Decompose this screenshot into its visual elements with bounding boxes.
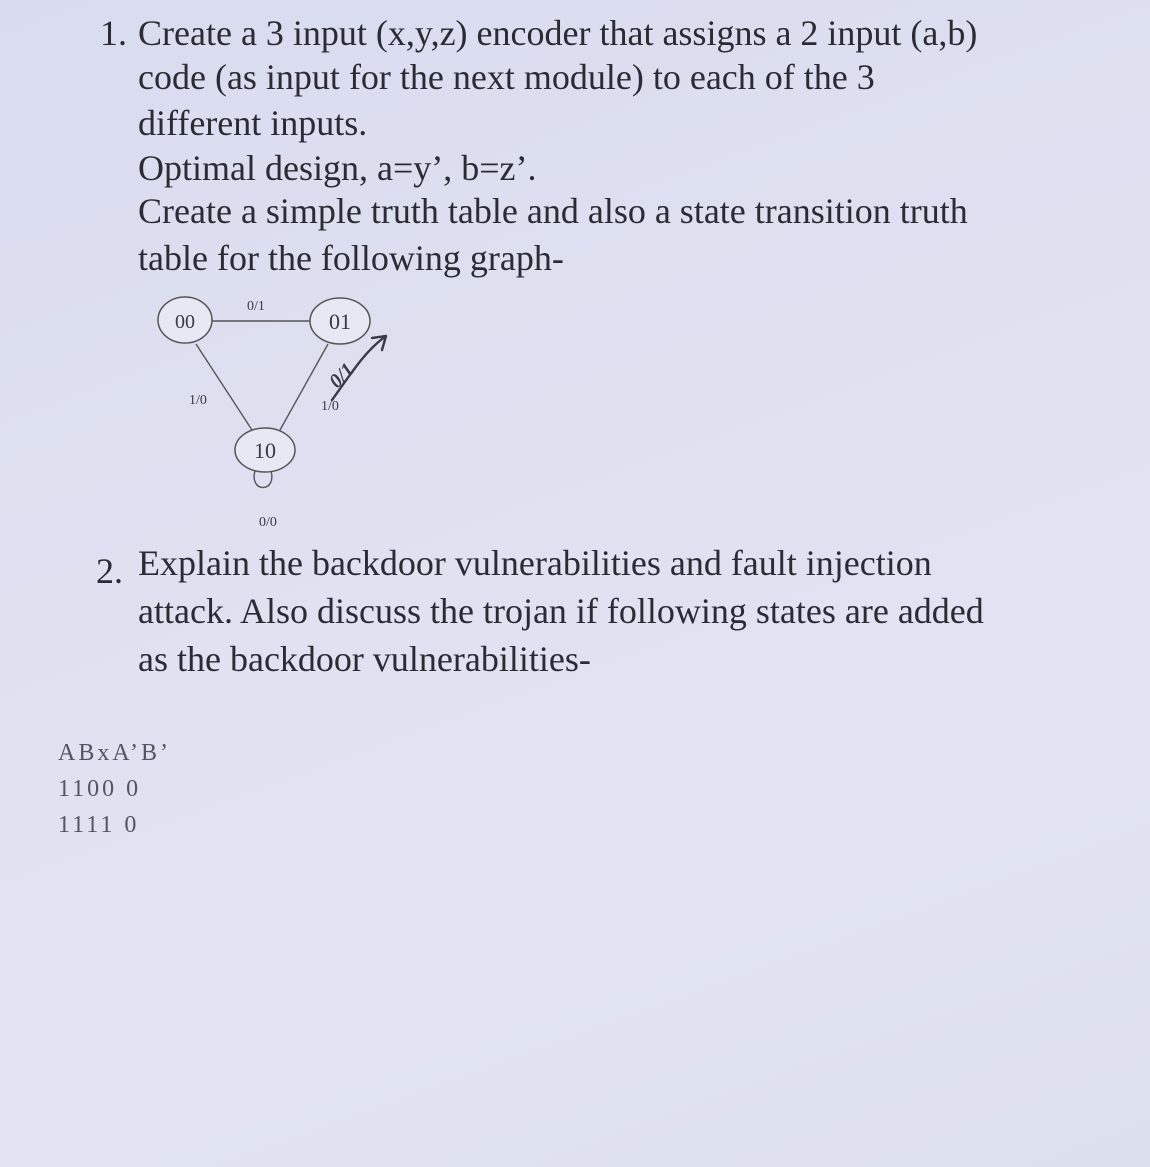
question-1-number: 1. <box>100 13 127 53</box>
state-label-10: 10 <box>254 438 276 463</box>
handwritten-label-01-self: 0/1 <box>324 358 359 393</box>
question-1-line-5: Create a simple truth table and also a state transition truth <box>138 191 968 231</box>
question-2-line-2: attack. Also discuss the trojan if following states are added <box>138 591 984 631</box>
backdoor-table-row: 1100 0 <box>58 776 142 802</box>
edge-label-10-self: 0/0 <box>259 515 277 530</box>
edge-label-01-10: 1/0 <box>321 399 339 414</box>
question-1-line-6: table for the following graph- <box>138 238 564 278</box>
question-1-line-3: different inputs. <box>138 103 368 143</box>
backdoor-table-row: 1111 0 <box>58 812 140 838</box>
question-2-number: 2. <box>96 551 123 591</box>
backdoor-state-table <box>58 735 171 843</box>
backdoor-table-header: ABxA’B’ <box>58 740 172 766</box>
question-1-line-4: Optimal design, a=y’, b=z’. <box>138 148 537 188</box>
state-transition-diagram <box>140 280 420 540</box>
state-label-01: 01 <box>329 309 351 334</box>
question-1-line-2: code (as input for the next module) to each of the 3 <box>138 57 875 97</box>
question-2-line-1: Explain the backdoor vulnerabilities and fault injection <box>138 543 932 583</box>
edge-label-00-10: 1/0 <box>189 393 207 408</box>
edge-00-to-10 <box>196 344 252 430</box>
edge-label-00-01: 0/1 <box>247 299 265 314</box>
state-label-00: 00 <box>175 311 195 333</box>
question-1-line-1: Create a 3 input (x,y,z) encoder that assigns a 2 input (a,b) <box>138 13 978 53</box>
edge-01-to-10 <box>280 344 328 430</box>
question-2-line-3: as the backdoor vulnerabilities- <box>138 639 591 679</box>
